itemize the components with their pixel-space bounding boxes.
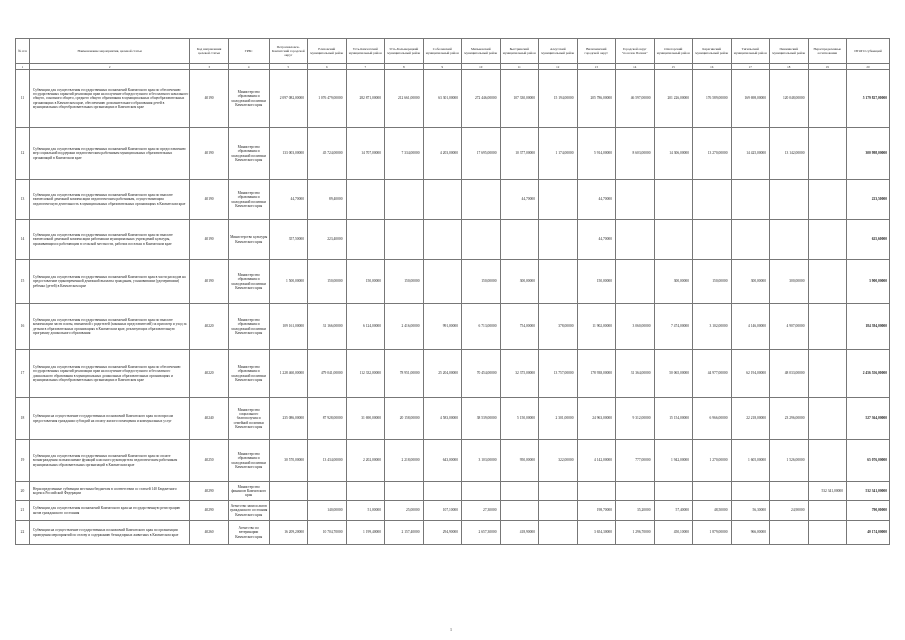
value-cell	[539, 260, 578, 304]
value-cell	[500, 482, 539, 501]
column-header: Код направления целевой статьи	[190, 39, 229, 64]
value-cell: 532 341,00000	[808, 482, 847, 501]
value-cell: 1 174,00000	[539, 128, 578, 180]
value-cell: 2 097 082,00000	[269, 70, 308, 128]
row-code: 40190	[190, 260, 229, 304]
value-cell: 10 704,70000	[308, 521, 347, 545]
row-total: 527 364,00000	[847, 398, 890, 440]
column-index: 6	[308, 64, 347, 70]
value-cell: 7 334,00000	[385, 128, 424, 180]
value-cell	[539, 220, 578, 260]
row-name: Субвенции для осуществления государственных полномочий Камчатского края по обеспечению государственных гарантий реализации прав на получение общедоступного и бесплатного дошкольного образования в муниципальных дошкольных образовательных организациях и муниципальных общеобразовательных организациях в Камчатском крае	[29, 350, 189, 398]
value-cell	[654, 180, 693, 220]
row-number: 19	[16, 440, 30, 482]
value-cell: 7 474,00000	[654, 304, 693, 350]
row-name: Субвенции для осуществления государственных полномочий Камчатского края по выплате ежемесячной денежной компенсации работникам муниципальных учреждений культуры, проживающим и работающим в сельской местности, рабочих поселках в Камчатском крае	[29, 220, 189, 260]
value-cell: 16 209,20000	[269, 521, 308, 545]
value-cell: 777,00000	[616, 440, 655, 482]
value-cell: 51,00000	[346, 501, 385, 521]
value-cell: 5 914,00000	[577, 128, 616, 180]
value-cell: 31 166,00000	[308, 304, 347, 350]
row-code: 40220	[190, 304, 229, 350]
table-row	[16, 521, 890, 545]
value-cell: 14 425,00000	[731, 128, 770, 180]
value-cell: 3 060,00000	[616, 304, 655, 350]
column-index: 18	[770, 64, 809, 70]
value-cell: 178 938,00000	[577, 350, 616, 398]
value-cell: 107,10000	[423, 501, 462, 521]
value-cell	[539, 521, 578, 545]
value-cell: 35,20000	[616, 501, 655, 521]
value-cell	[808, 501, 847, 521]
row-total: 40 174,00000	[847, 521, 890, 545]
row-name: Субвенции для осуществления полномочий Камчатского края на государственную регистрацию актов гражданского состояния	[29, 501, 189, 521]
row-code: 40290	[190, 501, 229, 521]
value-cell: 44,70000	[269, 180, 308, 220]
value-cell: 6 124,00000	[346, 304, 385, 350]
value-cell: 3 102,00000	[693, 304, 732, 350]
column-index: 7	[346, 64, 385, 70]
value-cell: 46 597,00000	[616, 70, 655, 128]
table-row	[16, 440, 890, 482]
value-cell: 300,00000	[770, 260, 809, 304]
value-cell	[693, 482, 732, 501]
value-cell: 176 589,00000	[693, 70, 732, 128]
column-header: № п/п	[16, 39, 30, 64]
row-grbs: Министерство культуры Камчатского края	[228, 220, 269, 260]
row-number: 16	[16, 304, 30, 350]
value-cell: 294,90000	[423, 521, 462, 545]
row-grbs: Министерство образования и молодежной политики Камчатского края	[228, 304, 269, 350]
value-cell: 950,00000	[500, 440, 539, 482]
value-cell: 50 065,00000	[654, 350, 693, 398]
value-cell	[269, 482, 308, 501]
table-row	[16, 482, 890, 501]
value-cell: 322,00000	[539, 440, 578, 482]
row-code: 40250	[190, 440, 229, 482]
column-index: 11	[500, 64, 539, 70]
column-index: 20	[847, 64, 890, 70]
value-cell: 198,70000	[577, 501, 616, 521]
row-name: Нераспределенные субвенции местным бюджетам в соответствии со статьей 140 Бюджетного кодекса Российской Федерации	[29, 482, 189, 501]
row-grbs: Министерство образования и молодежной политики Камчатского края	[228, 180, 269, 220]
table-row	[16, 350, 890, 398]
value-cell	[808, 521, 847, 545]
value-cell: 4 142,00000	[577, 440, 616, 482]
value-cell: 10 377,00000	[500, 128, 539, 180]
value-cell: 643,00000	[423, 440, 462, 482]
value-cell	[539, 180, 578, 220]
row-total: 300 998,00000	[847, 128, 890, 180]
row-code: 40240	[190, 398, 229, 440]
table-row	[16, 128, 890, 180]
value-cell: 13 142,00000	[770, 128, 809, 180]
value-cell: 4 203,00000	[423, 128, 462, 180]
row-name: Субвенции на осуществление государственных полномочий Камчатского края по организации проведения мероприятий по отлову и содержанию безнадзорных животных в Камчатском крае	[29, 521, 189, 545]
column-header: Усть-Камчатский муниципальный район	[346, 39, 385, 64]
value-cell: 13 757,00000	[539, 350, 578, 398]
value-cell	[462, 220, 501, 260]
value-cell: 44,70000	[577, 180, 616, 220]
row-grbs: Министерство образования и молодежной политики Камчатского края	[228, 70, 269, 128]
value-cell: 223,40000	[308, 220, 347, 260]
subvention-table	[15, 38, 890, 545]
value-cell: 87 928,00000	[308, 398, 347, 440]
value-cell: 56,30000	[731, 501, 770, 521]
row-code: 40190	[190, 180, 229, 220]
value-cell: 6 966,00000	[693, 398, 732, 440]
value-cell	[693, 220, 732, 260]
table-row	[16, 70, 890, 128]
value-cell: 1 526,00000	[770, 440, 809, 482]
value-cell: 450,10000	[654, 521, 693, 545]
value-cell: 20 158,00000	[385, 398, 424, 440]
row-number: 18	[16, 398, 30, 440]
row-grbs: Агентство по ветеринарии Камчатского края	[228, 521, 269, 545]
column-header: Соболевский муниципальный район	[423, 39, 462, 64]
value-cell: 378,00000	[539, 304, 578, 350]
column-header: Мильковский муниципальный район	[462, 39, 501, 64]
row-name: Субвенции для осуществления государственных полномочий Камчатского края по обеспечению государственных гарантий реализации прав на получение общедоступного и бесплатного начального общего, основного общего, среднего общего образования в муниципальных общеобразовательных организациях в Камчатском крае, обеспечению дополнительного образования детей в муниципальных общеобразовательных организациях в Камчатском крае	[29, 70, 189, 128]
value-cell	[423, 180, 462, 220]
value-cell: 17 695,00000	[462, 128, 501, 180]
value-cell: 357,50000	[269, 220, 308, 260]
value-cell: 6 713,00000	[462, 304, 501, 350]
value-cell	[500, 220, 539, 260]
table-header-row	[16, 39, 890, 64]
value-cell: 14 707,00000	[346, 128, 385, 180]
value-cell	[808, 220, 847, 260]
column-header: ГРБС	[228, 39, 269, 64]
table-row	[16, 220, 890, 260]
value-cell	[808, 398, 847, 440]
value-cell: 32 375,00000	[500, 350, 539, 398]
value-cell	[385, 482, 424, 501]
value-cell	[616, 180, 655, 220]
row-total: 532 341,00000	[847, 482, 890, 501]
value-cell: 13 270,00000	[693, 128, 732, 180]
column-index: 10	[462, 64, 501, 70]
value-cell: 300,00000	[731, 260, 770, 304]
column-index: 2	[29, 64, 189, 70]
value-cell: 235 086,00000	[269, 398, 308, 440]
value-cell: 150,00000	[577, 260, 616, 304]
value-cell: 754,00000	[500, 304, 539, 350]
value-cell: 2 157,40000	[385, 521, 424, 545]
row-number: 20	[16, 482, 30, 501]
row-number: 12	[16, 128, 30, 180]
value-cell	[385, 180, 424, 220]
column-index: 1	[16, 64, 30, 70]
value-cell: 24,90000	[770, 501, 809, 521]
table-body	[16, 70, 890, 545]
value-cell: 11 902,00000	[577, 304, 616, 350]
value-cell	[539, 482, 578, 501]
column-index: 9	[423, 64, 462, 70]
value-cell: 1 076 479,00000	[308, 70, 347, 128]
value-cell: 22 218,00000	[731, 398, 770, 440]
value-cell: 24 963,00000	[577, 398, 616, 440]
value-cell: 4 907,00000	[770, 304, 809, 350]
value-cell: 120 048,00000	[770, 70, 809, 128]
value-cell: 282 871,00000	[346, 70, 385, 128]
value-cell: 2 657,30000	[462, 521, 501, 545]
value-cell: 5 150,00000	[500, 398, 539, 440]
value-cell: 112 332,00000	[346, 350, 385, 398]
row-grbs: Министерство финансов Камчатского края	[228, 482, 269, 501]
value-cell: 31 690,00000	[346, 398, 385, 440]
table-row	[16, 398, 890, 440]
value-cell: 479 041,00000	[308, 350, 347, 398]
value-cell: 63 301,00000	[423, 70, 462, 128]
row-total: 5 179 827,00000	[847, 70, 890, 128]
row-name: Субвенции для осуществления государственных полномочий Камчатского края по предоставлению мер социальной поддержки педагогическим работникам муниципальных образовательных организаций в Камчатском крае	[29, 128, 189, 180]
value-cell: 3 654,30000	[577, 521, 616, 545]
value-cell	[308, 482, 347, 501]
value-cell	[770, 180, 809, 220]
value-cell: 150,00000	[346, 260, 385, 304]
row-grbs: Министерство образования и молодежной политики Камчатского края	[228, 350, 269, 398]
value-cell	[346, 220, 385, 260]
column-header: Нераспределенные ассигнования	[808, 39, 847, 64]
value-cell	[654, 220, 693, 260]
value-cell: 212 661,00000	[385, 70, 424, 128]
column-index: 19	[808, 64, 847, 70]
value-cell: 15 154,00000	[654, 398, 693, 440]
value-cell: 300,00000	[500, 260, 539, 304]
value-cell: 109 161,00000	[269, 304, 308, 350]
column-index: 3	[190, 64, 229, 70]
value-cell	[770, 482, 809, 501]
column-header: Вилючинский городской округ	[577, 39, 616, 64]
value-cell: 300,00000	[654, 260, 693, 304]
value-cell: 9 312,00000	[616, 398, 655, 440]
row-code: 40290	[190, 482, 229, 501]
value-cell: 25,00000	[385, 501, 424, 521]
value-cell: 30 570,00000	[269, 440, 308, 482]
column-index: 12	[539, 64, 578, 70]
column-index: 16	[693, 64, 732, 70]
row-name: Субвенции для осуществления государственных полномочий Камчатского края по выплате компенсации части платы, взимаемой с родителей (законных представителей) за присмотр и уход за детьми в образовательных организациях в Камчатском крае, реализующих образовательную программу дошкольного образования	[29, 304, 189, 350]
row-number: 13	[16, 180, 30, 220]
value-cell: 44 977,00000	[693, 350, 732, 398]
row-grbs: Министерство образования и молодежной политики Камчатского края	[228, 128, 269, 180]
row-code: 40220	[190, 350, 229, 398]
row-grbs: Министерство социального благополучия и семейной политики Камчатского края	[228, 398, 269, 440]
row-total: 790,00000	[847, 501, 890, 521]
value-cell: 27,30000	[462, 501, 501, 521]
value-cell: 4 583,00000	[423, 398, 462, 440]
row-code: 40190	[190, 128, 229, 180]
column-header: Наименование мероприятия, целевой статьи	[29, 39, 189, 64]
row-grbs: Агентство записи актов гражданского состояния Камчатского края	[228, 501, 269, 521]
value-cell: 1 605,00000	[731, 440, 770, 482]
value-cell	[423, 220, 462, 260]
value-cell: 205 786,00000	[577, 70, 616, 128]
value-cell	[693, 180, 732, 220]
table-row	[16, 501, 890, 521]
value-cell: 14 306,00000	[654, 128, 693, 180]
value-cell: 48 033,00000	[770, 350, 809, 398]
row-code: 40190	[190, 70, 229, 128]
row-code: 40190	[190, 220, 229, 260]
value-cell: 150,00000	[693, 260, 732, 304]
value-cell: 57,40000	[654, 501, 693, 521]
value-cell	[808, 128, 847, 180]
value-cell	[616, 220, 655, 260]
row-code: 40260	[190, 521, 229, 545]
column-header: Елизовский муниципальный район	[308, 39, 347, 64]
row-number: 22	[16, 521, 30, 545]
value-cell: 1 500,00000	[269, 260, 308, 304]
row-total: 223,50000	[847, 180, 890, 220]
value-cell: 1 199,40000	[346, 521, 385, 545]
value-cell: 31 364,00000	[616, 350, 655, 398]
column-index: 4	[228, 64, 269, 70]
value-cell: 1 270,00000	[693, 440, 732, 482]
value-cell: 140,00000	[308, 501, 347, 521]
value-cell: 1 942,00000	[654, 440, 693, 482]
value-cell: 15 194,00000	[539, 70, 578, 128]
value-cell: 2 218,00000	[385, 440, 424, 482]
value-cell	[616, 482, 655, 501]
row-number: 17	[16, 350, 30, 398]
value-cell: 13 434,00000	[308, 440, 347, 482]
value-cell	[731, 220, 770, 260]
value-cell: 1 228 460,00000	[269, 350, 308, 398]
row-grbs: Министерство образования и молодежной политики Камчатского края	[228, 440, 269, 482]
value-cell	[808, 180, 847, 220]
value-cell	[462, 180, 501, 220]
value-cell	[731, 482, 770, 501]
table-row	[16, 180, 890, 220]
value-cell: 45 724,00000	[308, 128, 347, 180]
column-header: Усть-Большерецкий муниципальный район	[385, 39, 424, 64]
row-name: Субвенции для осуществления государственных полномочий Камчатского края по оплате вознаграждения за выполнение функций классного руководителя педагогическим работникам муниципальных образовательных организаций в Камчатском крае	[29, 440, 189, 482]
value-cell	[539, 501, 578, 521]
value-cell: 2 301,00000	[539, 398, 578, 440]
row-number: 15	[16, 260, 30, 304]
value-cell	[654, 482, 693, 501]
value-cell	[346, 482, 385, 501]
value-cell	[577, 482, 616, 501]
value-cell	[500, 501, 539, 521]
row-total: 625,60000	[847, 220, 890, 260]
value-cell: 44,70000	[500, 180, 539, 220]
value-cell	[808, 70, 847, 128]
row-total: 184 394,00000	[847, 304, 890, 350]
column-index: 5	[269, 64, 308, 70]
column-header: Тигильский муниципальный район	[731, 39, 770, 64]
column-header: Петропавловск-Камчатский городской округ	[269, 39, 308, 64]
value-cell: 78 951,00000	[385, 350, 424, 398]
value-cell: 48,50000	[693, 501, 732, 521]
value-cell: 150,00000	[308, 260, 347, 304]
row-total: 3 900,00000	[847, 260, 890, 304]
row-total: 65 076,00000	[847, 440, 890, 482]
row-name: Субвенции для осуществления государственных полномочий Камчатского края по выплате ежемесячной денежной компенсации педагогическим работникам, осуществляющим педагогическую деятельность в муниципальных образовательных организациях в Камчатском крае	[29, 180, 189, 220]
row-name: Субвенции для осуществления государственных полномочий Камчатского края в части расходов на предоставление единовременной денежной выплаты гражданам, усыновившим (удочерившим) ребенка (детей) в Камчатском крае	[29, 260, 189, 304]
column-index: 14	[616, 64, 655, 70]
value-cell: 2 416,00000	[385, 304, 424, 350]
column-header: Пенжинский муниципальный район	[770, 39, 809, 64]
value-cell	[808, 304, 847, 350]
value-cell	[462, 482, 501, 501]
value-cell: 4 146,00000	[731, 304, 770, 350]
column-index: 15	[654, 64, 693, 70]
row-number: 14	[16, 220, 30, 260]
value-cell: 23 296,00000	[770, 398, 809, 440]
row-number: 11	[16, 70, 30, 128]
value-cell	[269, 501, 308, 521]
value-cell	[385, 220, 424, 260]
column-index: 8	[385, 64, 424, 70]
value-cell	[808, 440, 847, 482]
column-header: Городской округ "поселок Палана"	[616, 39, 655, 64]
column-header: Быстринский муниципальный район	[500, 39, 539, 64]
value-cell: 966,00000	[731, 521, 770, 545]
value-cell: 133 003,00000	[269, 128, 308, 180]
value-cell: 2 202,00000	[346, 440, 385, 482]
value-cell	[808, 260, 847, 304]
row-grbs: Министерство образования и молодежной политики Камчатского края	[228, 260, 269, 304]
column-index: 17	[731, 64, 770, 70]
value-cell	[770, 220, 809, 260]
value-cell: 1 879,00000	[693, 521, 732, 545]
column-header: Олюторский муниципальный район	[654, 39, 693, 64]
value-cell: 44,70000	[577, 220, 616, 260]
row-name: Субвенции на осуществление государственных полномочий Камчатского края по вопросам предоставления гражданам субсидий на оплату жилого помещения и коммунальных услуг	[29, 398, 189, 440]
row-total: 2 456 556,00000	[847, 350, 890, 398]
row-number: 21	[16, 501, 30, 521]
value-cell: 38 539,00000	[462, 398, 501, 440]
value-cell: 169 698,00000	[731, 70, 770, 128]
value-cell: 201 226,00000	[654, 70, 693, 128]
table-row	[16, 304, 890, 350]
column-header: Карагинский муниципальный район	[693, 39, 732, 64]
table-row	[16, 260, 890, 304]
column-header: ИТОГО субвенций	[847, 39, 890, 64]
value-cell: 991,00000	[423, 304, 462, 350]
value-cell	[731, 180, 770, 220]
value-cell	[346, 180, 385, 220]
value-cell: 25 204,00000	[423, 350, 462, 398]
column-header: Алеутский муниципальный район	[539, 39, 578, 64]
value-cell	[423, 260, 462, 304]
value-cell: 70 454,00000	[462, 350, 501, 398]
value-cell: 418,90000	[500, 521, 539, 545]
value-cell: 62 194,00000	[731, 350, 770, 398]
value-cell	[616, 260, 655, 304]
value-cell: 150,00000	[462, 260, 501, 304]
value-cell: 8 603,00000	[616, 128, 655, 180]
value-cell: 1 296,70000	[616, 521, 655, 545]
page-number: 1	[450, 627, 452, 632]
column-index: 13	[577, 64, 616, 70]
value-cell: 107 330,00000	[500, 70, 539, 128]
value-cell	[423, 482, 462, 501]
value-cell: 150,00000	[385, 260, 424, 304]
value-cell: 89,40000	[308, 180, 347, 220]
value-cell: 272 446,00000	[462, 70, 501, 128]
budget-sheet	[15, 38, 890, 545]
value-cell	[808, 350, 847, 398]
value-cell	[770, 521, 809, 545]
value-cell: 3 103,00000	[462, 440, 501, 482]
